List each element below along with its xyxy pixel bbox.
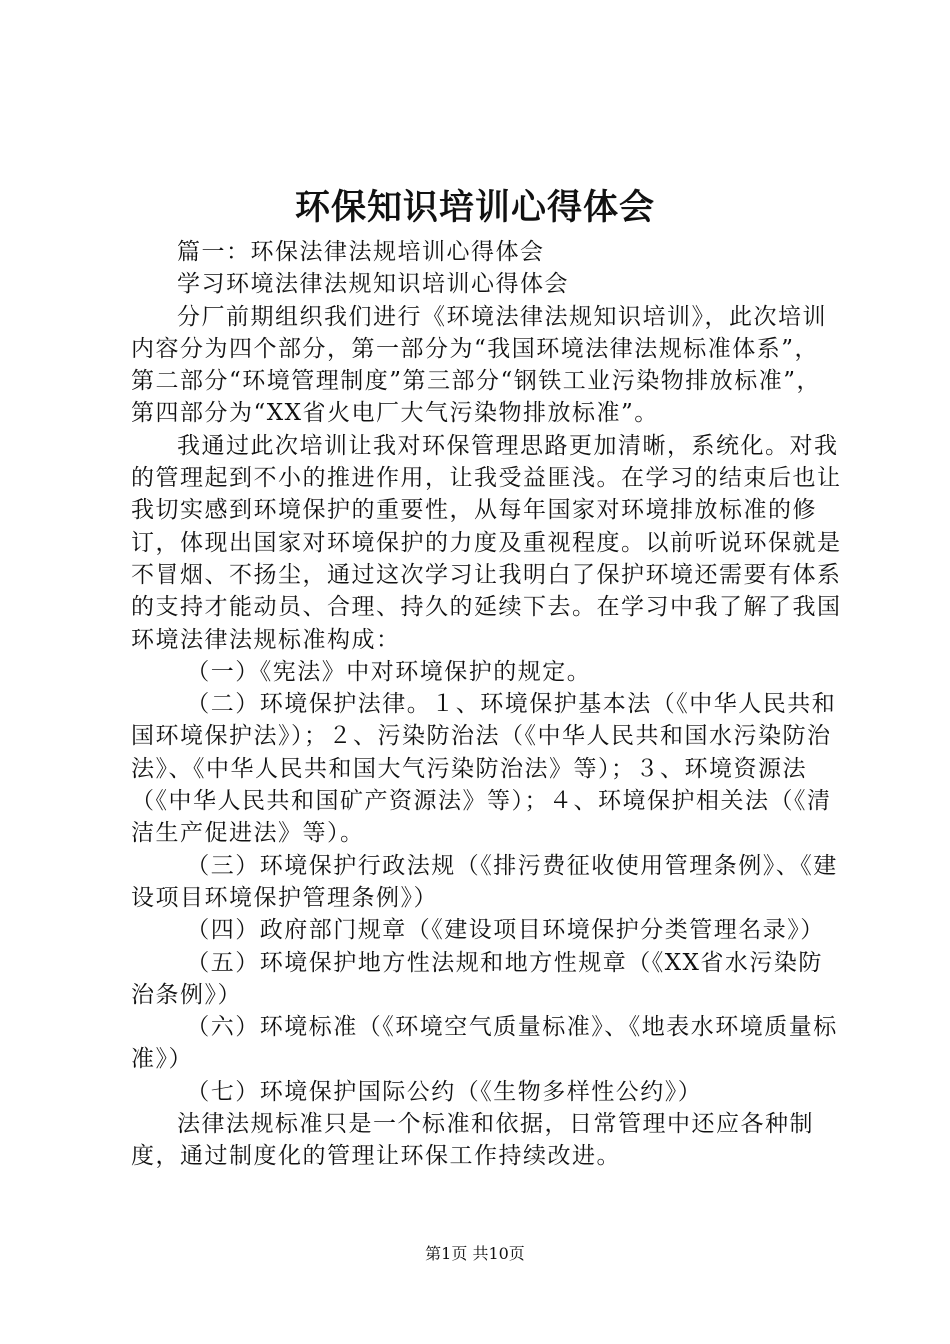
- subsection-heading: 学习环境法律法规知识培训心得体会: [177, 271, 569, 298]
- page-number-footer: 第1页 共10页: [425, 1244, 525, 1263]
- body-paragraph: 我通过此次培训让我对环保管理思路更加清晰，系统化。对我的管理起到不小的推进作用，让我受益匪浅。在学习的结束后也让我切实感到环境保护的重要性，从每年国家对环境排放标准的修订，体现出国家对环境保护的力度及重视程度。以前听说环保就是不冒烟、不扬尘，通过这次学习让我明白了保护环境还需要有体系的支持才能动员、合理、持久的延续下去。在学习中我了解了我国环境法律法规标准构成：: [131, 432, 842, 653]
- section-heading: 篇一：环保法律法规培训心得体会: [177, 239, 545, 265]
- list-item: （三）环境保护行政法规（《排污费征收使用管理条例》、《建设项目环境保护管理条例》）: [131, 852, 838, 911]
- list-item: （四）政府部门规章（《建设项目环境保护分类管理名录》）: [186, 917, 825, 944]
- list-item: （七）环境保护国际公约（《生物多样性公约》）: [186, 1078, 703, 1105]
- page-title: 环保知识培训心得体会: [294, 187, 655, 228]
- list-item: （五）环境保护地方性法规和地方性规章（《XX省水污染防治条例》）: [131, 949, 823, 1008]
- list-item: （二）环境保护法律。１、环境保护基本法（《中华人民共和国环境保护法》）；２、污染防治法（《中华人民共和国水污染防治法》、《中华人民共和国大气污染防治法》等）；３、环境资源法（《中华人民共和国矿产资源法》等）；４、环境保护相关法（《清洁生产促进法》等）。: [131, 691, 837, 847]
- body-paragraph: 分厂前期组织我们进行《环境法律法规知识培训》，此次培训内容分为四个部分，第一部分为“我国环境法律法规标准体系”，第二部分“环境管理制度”第三部分“钢铁工业污染物排放标准”，第四部分为“XX省火电厂大气污染物排放标准”。: [131, 303, 827, 427]
- document-body: [131, 236, 843, 1173]
- list-item: （六）环境标准（《环境空气质量标准》、《地表水环境质量标准》）: [131, 1014, 838, 1073]
- body-paragraph: 法律法规标准只是一个标准和依据，日常管理中还应各种制度，通过制度化的管理让环保工作持续改进。: [131, 1111, 814, 1170]
- list-item: （一）《宪法》中对环境保护的规定。: [186, 658, 592, 685]
